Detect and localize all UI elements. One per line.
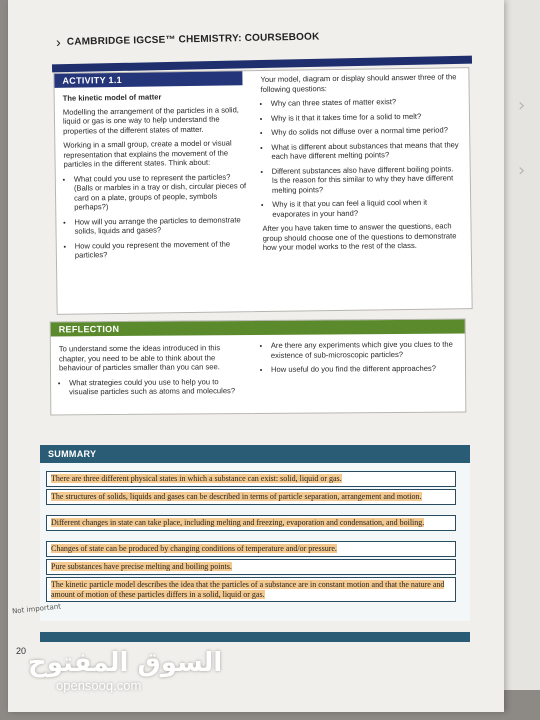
- footer-bar: [40, 632, 470, 642]
- activity-outro: After you have taken time to answer the questions, each group should choose one of the questions to demonstrate how your model works to the rest of the class.: [262, 221, 457, 253]
- list-item: • Why can three states of matter exist?: [271, 96, 459, 108]
- chevron-right-icon: ›: [518, 160, 526, 181]
- reflection-left-list: [59, 377, 249, 397]
- reflection-right-list: [261, 340, 457, 375]
- summary-item: [46, 577, 456, 602]
- list-item: • How will you arrange the particles to demonstrate solids, liquids and gases?: [74, 215, 250, 236]
- summary-item: [46, 489, 456, 505]
- summary-label: SUMMARY: [40, 445, 470, 463]
- highlighted-text: The structures of solids, liquids and gases can be described in terms of particle separation, arrangement and motion.: [51, 492, 422, 501]
- watermark-logo: [28, 648, 222, 693]
- activity-left-list: [64, 172, 251, 261]
- summary-item: [46, 471, 456, 487]
- highlighted-text: The kinetic particle model describes the idea that the particles of a substance are in constant motion and that the nature and amount of motion of these particles differs in a solid, liquid or gas.: [51, 580, 445, 599]
- highlighted-text: Pure substances have precise melting and boiling points.: [51, 562, 232, 571]
- reflection-right-column: [261, 340, 457, 380]
- highlighted-text: There are three different physical states in which a substance can exist: solid, liquid or gas.: [51, 474, 342, 483]
- page-number: 20: [16, 646, 27, 656]
- list-item: • What is different about substances that means that they each have different melting points?: [271, 140, 459, 162]
- highlighted-text: Different changes in state can take place, including melting and freezing, evaporation and condensation, and boiling.: [51, 518, 425, 527]
- header-title: CAMBRIDGE IGCSE™ CHEMISTRY: COURSEBOOK: [66, 30, 320, 48]
- chevron-right-icon: ›: [55, 33, 62, 50]
- reflection-box: [50, 319, 467, 416]
- highlighted-text: Changes of state can be produced by changing conditions of temperature and/or pressure.: [51, 544, 337, 553]
- list-item: • How useful do you find the different approaches?: [271, 364, 457, 375]
- list-item: • Why is it that it takes time for a solid to melt?: [271, 111, 459, 123]
- watermark-arabic: السوق المفتوح: [28, 648, 223, 678]
- list-item: • Are there any experiments which give you clues to the existence of sub-microscopic particles?: [271, 340, 457, 360]
- reflection-left-column: [59, 343, 249, 402]
- list-item: • Why do solids not diffuse over a normal time period?: [271, 125, 459, 137]
- watermark-latin: opensooq.com: [56, 678, 142, 693]
- summary-item: [46, 541, 456, 557]
- summary-item: [46, 559, 456, 575]
- activity-instructions: Working in a small group, create a model or visual representation that explains the movement of the particles in the different states. Think about:: [63, 138, 232, 169]
- handwritten-note: Not important: [11, 602, 62, 616]
- activity-intro: Modelling the arrangement of the particles in a solid, liquid or gas is one way to help understand the properties of the different states of matter.: [62, 104, 239, 136]
- reflection-intro: To understand some the ideas introduced in this chapter, you need to be able to think about the behaviour of particles smaller than you can see.: [58, 343, 221, 373]
- chevron-right-icon: ›: [518, 95, 526, 116]
- activity-questions-intro: Your model, diagram or display should answer three of the following questions:: [260, 72, 457, 94]
- reflection-label: REFLECTION: [51, 320, 465, 337]
- activity-left-column: [63, 91, 251, 265]
- summary-box: [40, 445, 470, 621]
- list-item: • What strategies could you use to help you to visualise particles such as atoms and molecules?: [69, 377, 249, 397]
- activity-label: ACTIVITY 1.1: [54, 71, 242, 88]
- list-item: • How could you represent the movement of the particles?: [75, 239, 251, 260]
- activity-box: [53, 67, 472, 315]
- activity-subtitle: The kinetic model of matter: [62, 92, 162, 103]
- list-item: • Why is it that you can feel a liquid cool when it evaporates in your hand?: [272, 197, 460, 219]
- activity-right-column: [260, 72, 461, 257]
- list-item: • What could you use to represent the particles? (Balls or marbles in a tray or dish, circular pieces of card on a plate, groups of people, symbols perhaps?): [74, 172, 251, 212]
- summary-item: [46, 515, 456, 531]
- list-item: • Different substances also have different boiling points. Is the reason for this similar to why they have different melting points?: [272, 164, 460, 195]
- activity-question-list: [261, 96, 461, 219]
